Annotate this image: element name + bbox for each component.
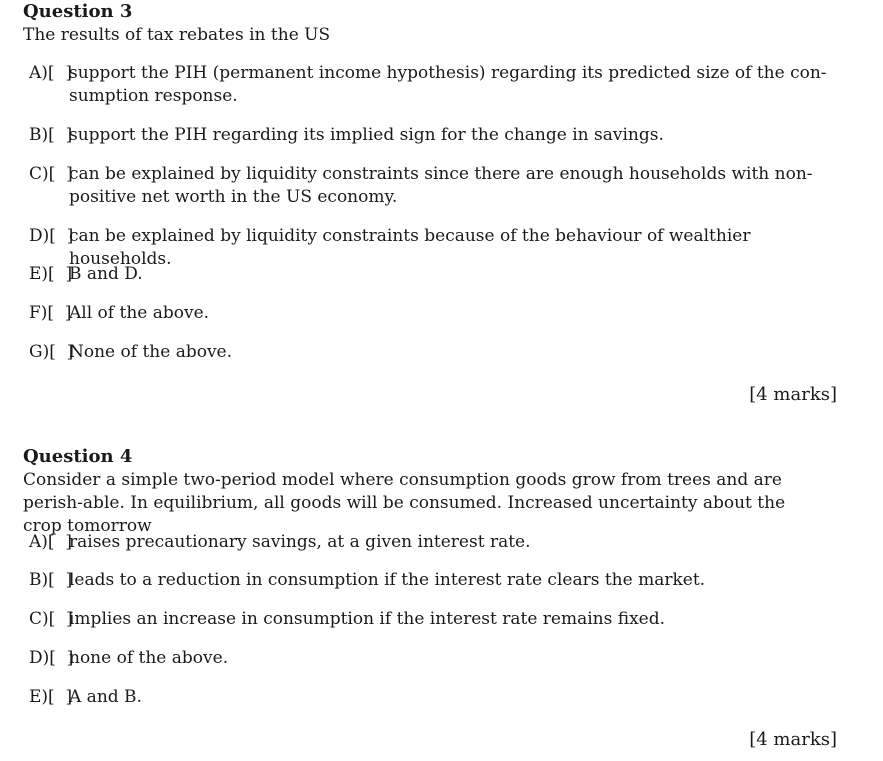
option-label: G)[ ] [29, 342, 74, 362]
question-3-marks: [4 marks] [749, 384, 837, 405]
option-label: B)[ ] [29, 125, 73, 145]
option-label: C)[ ] [29, 609, 73, 629]
option-text: can be explained by liquidity constraints because of the behaviour of wealthier households. [69, 226, 751, 269]
q4-option-d[interactable] [29, 647, 829, 670]
option-text: leads to a reduction in consumption if the interest rate clears the market. [69, 570, 706, 590]
q4-option-c[interactable] [29, 608, 829, 631]
option-text: All of the above. [69, 303, 210, 323]
option-text: implies an increase in consumption if the interest rate remains fixed. [69, 609, 666, 629]
q3-option-g[interactable] [29, 341, 829, 364]
option-text: raises precautionary savings, at a given interest rate. [69, 532, 531, 552]
option-label: E)[ ] [29, 687, 73, 707]
option-label: D)[ ] [29, 648, 74, 668]
q3-option-c[interactable] [29, 163, 829, 209]
q3-option-a[interactable] [29, 62, 829, 108]
option-label: B)[ ] [29, 570, 73, 590]
option-text: A and B. [69, 687, 142, 707]
option-text: None of the above. [69, 342, 233, 362]
option-label: D)[ ] [29, 226, 74, 246]
option-label: E)[ ] [29, 264, 73, 284]
question-3-title: Question 3 [23, 1, 133, 22]
question-4-title: Question 4 [23, 446, 133, 467]
q3-option-b[interactable] [29, 124, 829, 147]
q4-option-b[interactable] [29, 569, 829, 592]
question-4-marks: [4 marks] [749, 729, 837, 750]
option-text: support the PIH regarding its implied sign for the change in savings. [69, 125, 664, 145]
q4-option-e[interactable] [29, 686, 829, 709]
option-label: A)[ ] [29, 532, 72, 552]
option-label: F)[ ] [29, 303, 72, 323]
option-label: C)[ ] [29, 164, 73, 184]
option-text: none of the above. [69, 648, 229, 668]
option-text: can be explained by liquidity constraints since there are enough households with non-positive net worth in the US economy. [69, 164, 813, 207]
q3-option-e[interactable] [29, 263, 829, 286]
option-label: A)[ ] [29, 63, 72, 83]
q3-option-f[interactable] [29, 302, 829, 325]
q4-option-a[interactable] [29, 531, 829, 554]
question-4-stem: Consider a simple two-period model where consumption goods grow from trees and are perish-able. In equilibrium, all goods will be consumed. Increased uncertainty about the crop tomorrow [23, 470, 786, 536]
option-text: B and D. [69, 264, 143, 284]
option-text: support the PIH (permanent income hypothesis) regarding its predicted size of the con-sumption response. [69, 63, 827, 106]
question-3-stem: The results of tax rebates in the US [23, 25, 331, 45]
